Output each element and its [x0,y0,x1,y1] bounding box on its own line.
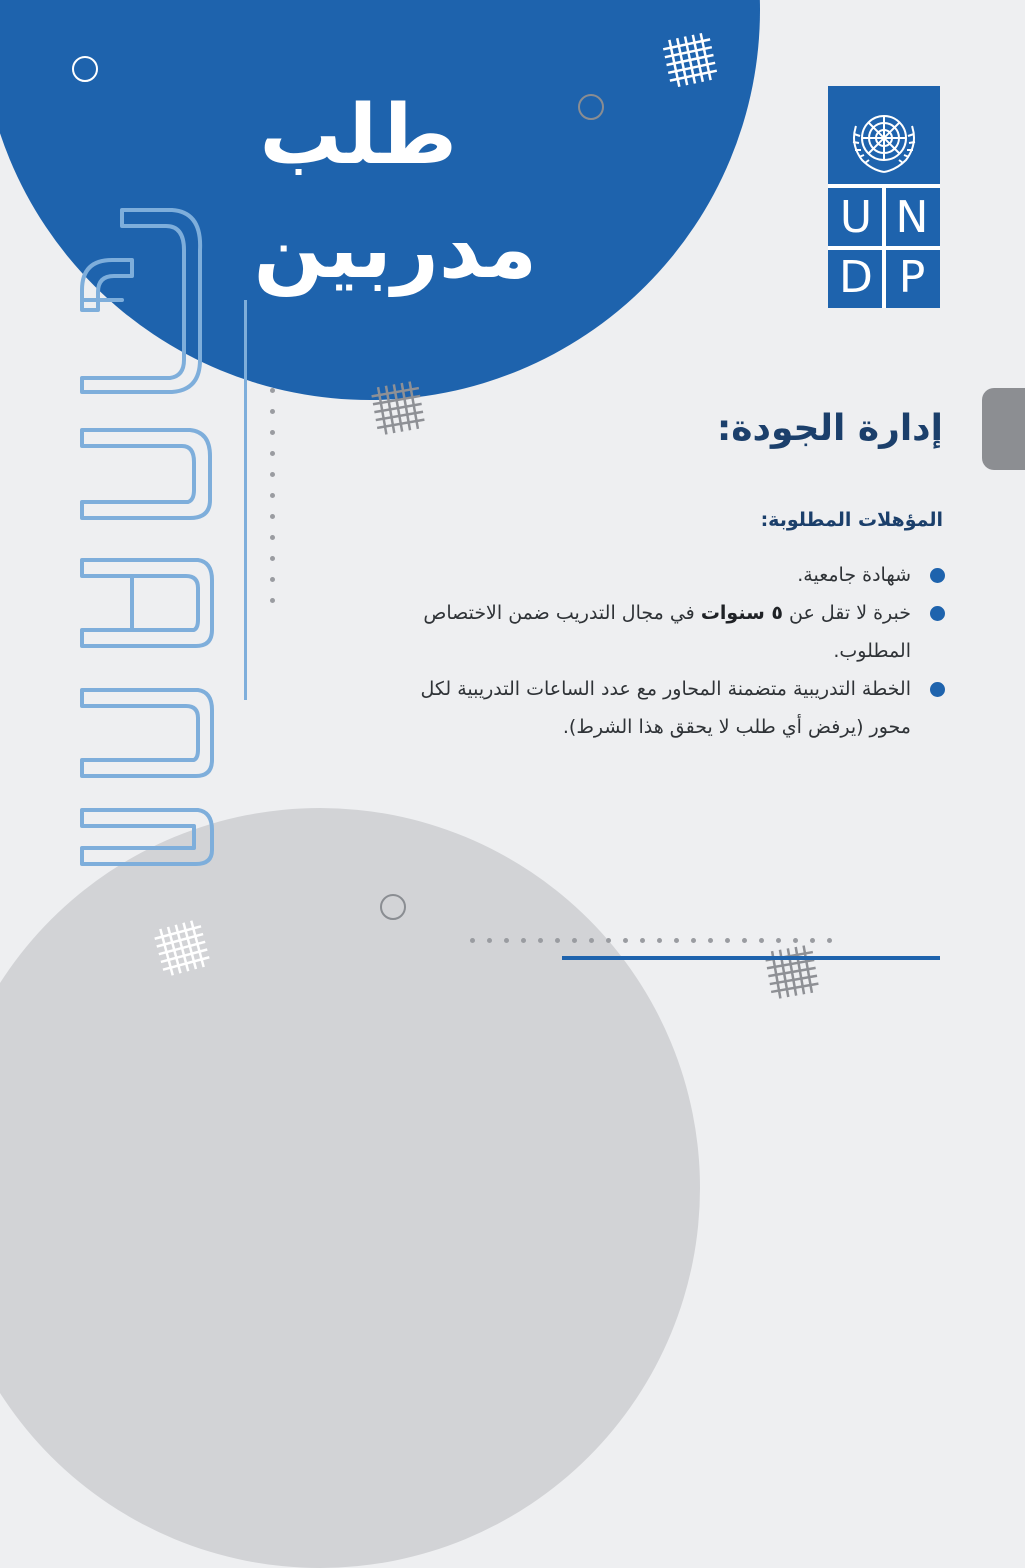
small-ring-icon [72,56,98,82]
title-line-2: مدربين [253,202,537,297]
small-ring-icon [578,94,604,120]
hatch-grid-icon [660,30,720,90]
small-ring-icon [380,894,406,920]
list-item-emphasis: ٥ سنوات [700,602,783,624]
logo-letter-n: N [895,192,929,243]
un-emblem-icon [842,96,926,180]
horizontal-accent-line [562,956,940,960]
logo-divider [882,188,886,308]
list-item-text: شهادة جامعية. [797,564,911,586]
vertical-accent-line [244,300,247,700]
watermark-word-graphic [62,200,222,870]
list-item [405,594,945,670]
hatch-grid-icon [368,378,428,438]
undp-logo [828,86,940,308]
bullet-icon [930,606,945,621]
list-item [405,670,945,746]
title-line-1: طلب [259,88,457,183]
grey-circle-shape [0,808,700,1568]
list-item-text-start: خبرة لا تقل عن [783,602,911,624]
section-title: إدارة الجودة: [716,408,943,449]
dotted-row [470,928,844,934]
list-item-text: الخطة التدريبية متضمنة المحاور مع عدد الساعات التدريبية لكل محور (يرفض أي طلب لا يحقق هذا الشرط). [420,678,911,738]
qualifications-list [405,556,945,746]
qualifications-heading: المؤهلات المطلوبة: [760,509,943,531]
list-item-text-end: في مجال التدريب ضمن الاختصاص المطلوب. [423,602,911,662]
logo-letter-p: P [898,252,926,303]
logo-letter-d: D [839,252,873,303]
side-tab [982,388,1025,470]
bullet-icon [930,568,945,583]
list-item [405,556,945,594]
bullet-icon [930,682,945,697]
hatch-grid-icon [152,918,212,978]
dotted-column [270,388,276,619]
logo-letter-u: U [839,192,873,243]
hatch-grid-icon [762,942,822,1002]
